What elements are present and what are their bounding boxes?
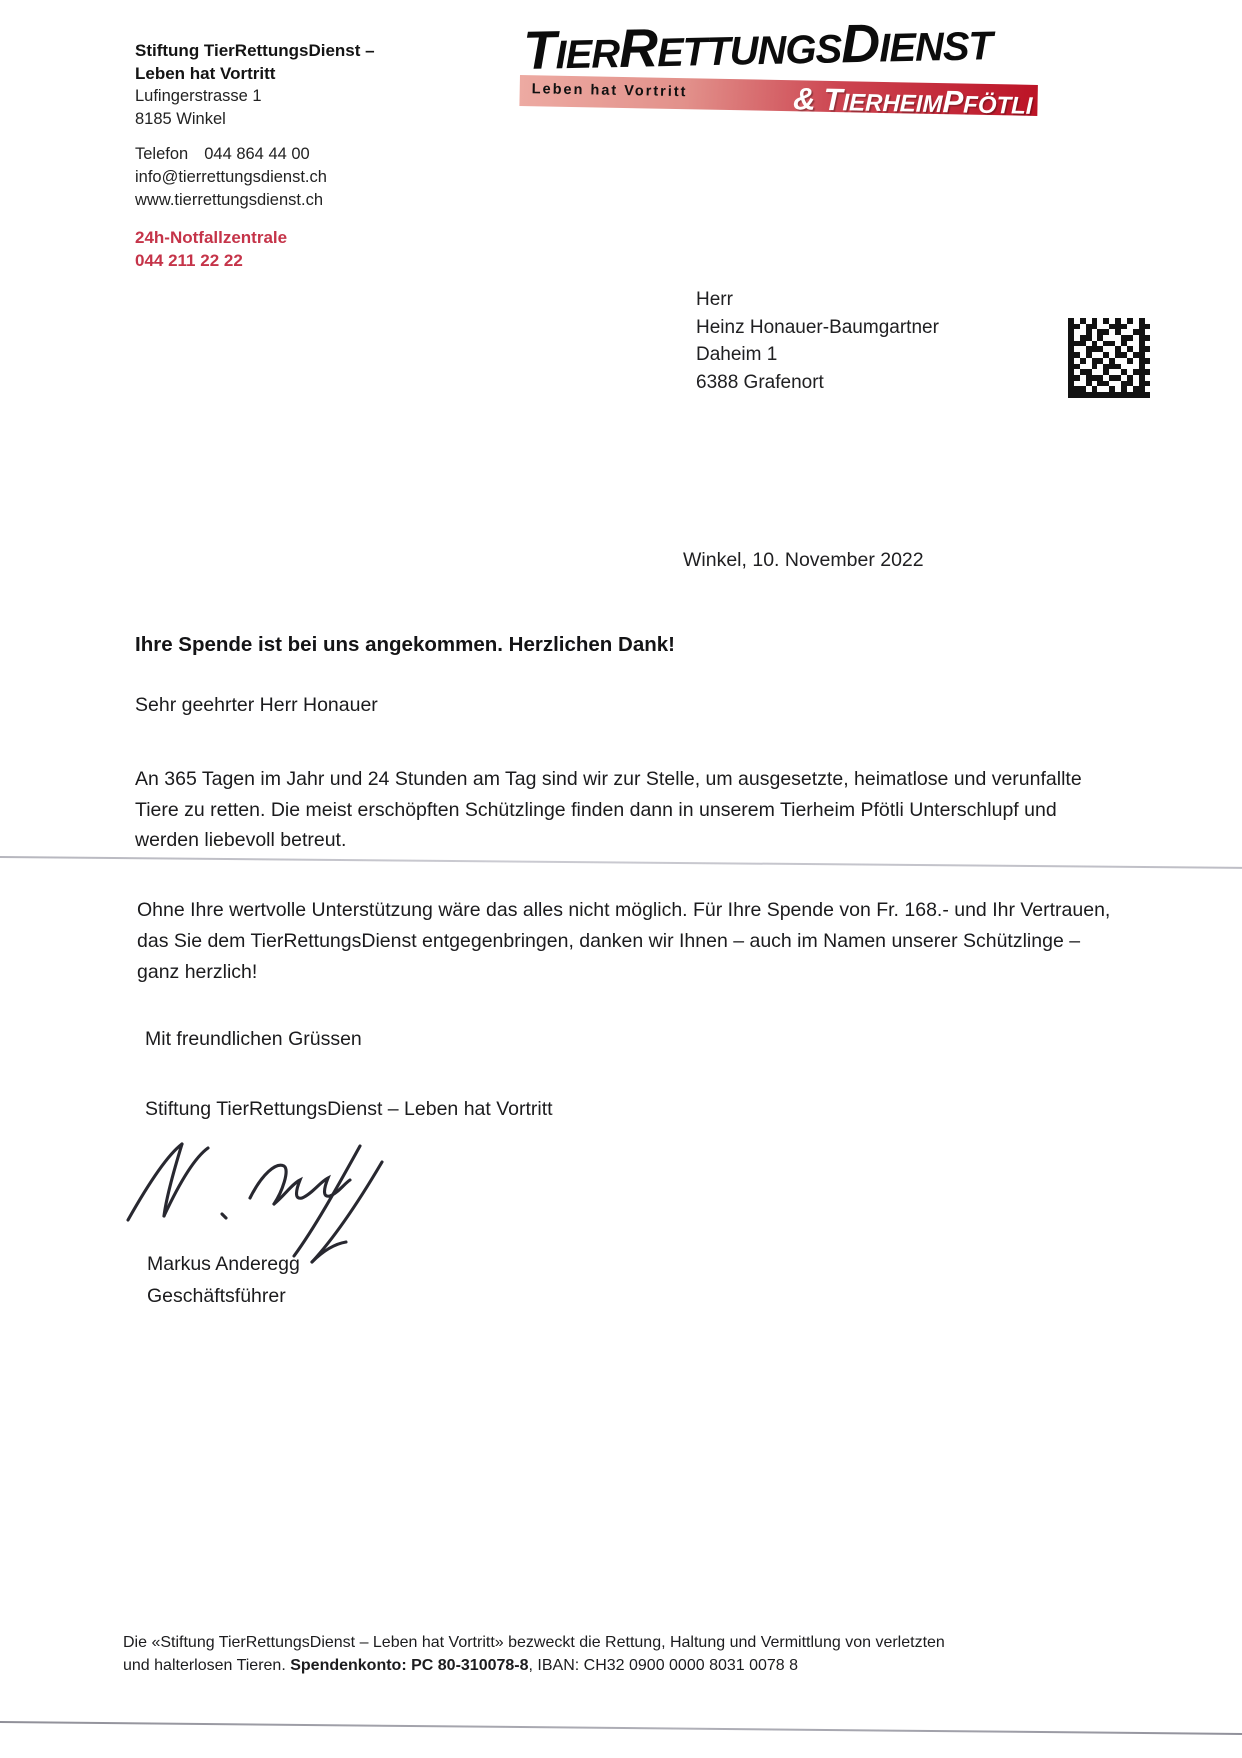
body-paragraph-1: An 365 Tagen im Jahr und 24 Stunden am Tag sind wir zur Stelle, um ausgesetzte, heimatlose und verunfallte Tiere zu retten. Die meist erschöpften Schützlinge finden dann in unserem Tierheim Pfötli Unterschlupf und werden liebevoll betreut. <box>135 768 1082 851</box>
logo-secondary-wordmark <box>793 81 1033 122</box>
sender-block <box>135 40 375 272</box>
logo-letters: IENST <box>878 24 993 71</box>
logo-letter: P <box>942 84 964 120</box>
footer-line-1: Die «Stiftung TierRettungsDienst – Leben hat Vortritt» bezweckt die Rettung, Haltung und Vermittlung von verletzten <box>123 1634 945 1651</box>
logo-main-wordmark <box>523 10 993 82</box>
scan-fold-line-lower <box>0 1721 1242 1735</box>
logo-letters: IER <box>554 32 620 78</box>
logo-letter: T <box>823 81 843 118</box>
footer-line-2 <box>123 1655 1133 1678</box>
sender-phone-row <box>135 143 375 166</box>
logo-letters: IERHEIM <box>842 89 943 119</box>
org-logo <box>518 13 1048 128</box>
logo-tagline: Leben hat Vortritt <box>531 81 688 101</box>
recipient-salutation: Herr <box>696 289 733 310</box>
data-matrix-barcode <box>1068 318 1150 398</box>
footer-block <box>123 1632 1133 1677</box>
logo-letters: FÖTLI <box>962 91 1033 120</box>
footer-line2-post: , IBAN: CH32 0900 0000 8031 0078 8 <box>528 1656 799 1674</box>
date-line: Winkel, 10. November 2022 <box>683 549 924 571</box>
salutation: Sehr geehrter Herr Honauer <box>135 694 378 716</box>
sender-website: www.tierrettungsdienst.ch <box>135 191 324 209</box>
emergency-hotline <box>135 226 375 272</box>
closing-line: Mit freundlichen Grüssen <box>145 1028 362 1050</box>
logo-letter: T <box>522 20 556 82</box>
body-paragraph-2: Ohne Ihre wertvolle Unterstützung wäre das alles nicht möglich. Für Ihre Spende von Fr. 168.- und Ihr Vertrauen, das Sie dem TierRettungsDienst entgegenbringen, danken wir Ihnen – auch im Namen unserer Schützlinge – ganz herzlich! <box>137 899 1111 983</box>
footer-line2-pre: und halterlosen Tieren. <box>123 1656 291 1674</box>
emergency-label: 24h-Notfallzentrale <box>135 228 288 247</box>
logo-letters: ETTUNGS <box>656 27 842 76</box>
signer-title: Geschäftsführer <box>147 1285 286 1307</box>
logo-letter: R <box>618 18 658 79</box>
emergency-phone: 044 211 22 22 <box>135 251 243 270</box>
sender-street: Lufingerstrasse 1 <box>135 87 262 105</box>
recipient-city: 6388 Grafenort <box>696 371 824 393</box>
sender-email: info@tierrettungsdienst.ch <box>135 168 327 186</box>
sender-city: 8185 Winkel <box>135 110 226 128</box>
logo-red-banner <box>519 75 1037 120</box>
recipient-name: Heinz Honauer-Baumgartner <box>696 316 939 338</box>
sender-name-line1: Stiftung TierRettungsDienst – <box>135 41 375 60</box>
scan-fold-line-upper <box>0 856 1242 869</box>
logo-letter: D <box>840 13 880 75</box>
recipient-address <box>696 286 939 396</box>
ampersand: & <box>792 81 816 117</box>
recipient-street: Daheim 1 <box>696 344 778 365</box>
spacer <box>135 131 375 143</box>
signer-name: Markus Anderegg <box>147 1253 300 1275</box>
organization-line: Stiftung TierRettungsDienst – Leben hat Vortritt <box>145 1098 553 1120</box>
subject-line: Ihre Spende ist bei uns angekommen. Herzlichen Dank! <box>135 633 675 656</box>
signer-block <box>147 1248 300 1312</box>
footer-donation-account: Spendenkonto: PC 80-310078-8 <box>290 1656 529 1674</box>
barcode-module <box>1145 392 1151 398</box>
phone-label: Telefon <box>135 145 189 163</box>
sender-name-line2: Leben hat Vortritt <box>135 63 276 83</box>
phone-number: 044 864 44 00 <box>204 145 310 163</box>
